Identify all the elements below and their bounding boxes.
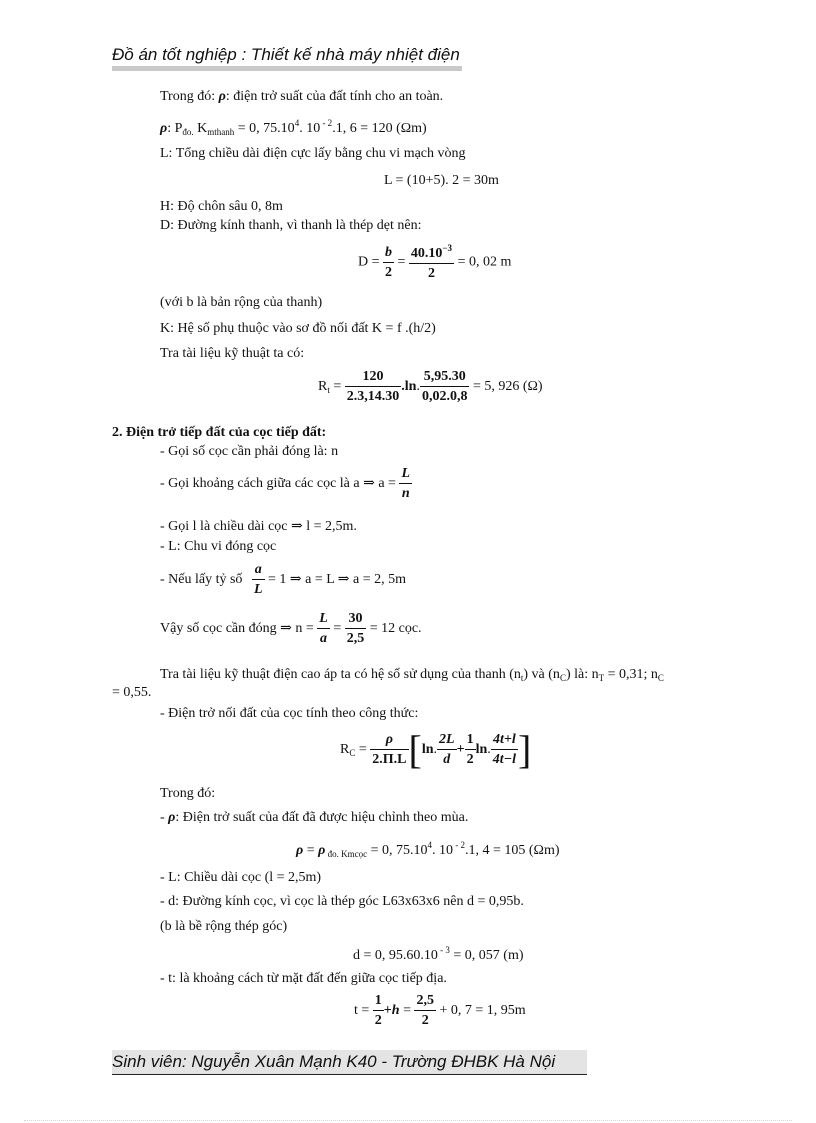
formula-ratio: - Nếu lấy tỷ số $\frac{a}{L}$ = 1 ⇒ a = L ⇒ a = 2, 5m [160, 562, 406, 597]
page-footer: Sinh viên: Nguyễn Xuân Mạnh K40 - Trường ĐHBK Hà Nội [112, 1050, 587, 1075]
formula-Rt: $R_t$ = $\frac{120}{2.3,14.30}$ .ln. $\frac{5,95.30}{0,02.0,8}$ = 5, 926 (Ω) [318, 369, 543, 404]
formula-L: L = (10+5). 2 = 30m [384, 173, 499, 188]
text-line: - Điện trở nối đất của cọc tính theo công thức: [160, 706, 419, 721]
formula-Rc: $R_C$ = $\frac{\rho}{2.\Pi.L}$ [ln. $\frac{2L}{d}$ + $\frac{1}{2}$ ln. $\frac{4t+l}{4t-l}$ ] [340, 727, 532, 772]
text-line: Tra tài liệu kỹ thuật ta có: [160, 346, 305, 361]
text-line: - L: Chu vi đóng cọc [160, 539, 277, 554]
rho-symbol: ρ [218, 89, 226, 104]
text-line: - L: Chiều dài cọc (l = 2,5m) [160, 870, 322, 885]
page-header: Đồ án tốt nghiệp : Thiết kế nhà máy nhiệt điện [112, 44, 460, 67]
text-line: D: Đường kính thanh, vì thanh là thép dẹt nên: [160, 218, 422, 233]
text-line: H: Độ chôn sâu 0, 8m [160, 199, 283, 214]
text-line: - ρ: Điện trở suất của đất đã được hiệu chỉnh theo mùa. [160, 810, 469, 825]
text-line: = 0,55. [112, 685, 152, 700]
text-line: (với b là bản rộng của thanh) [160, 295, 323, 310]
text-line: Trong đó: ρ: điện trở suất của đất tính cho an toàn. [160, 89, 444, 104]
text-line: K: Hệ số phụ thuộc vào sơ đồ nối đất K = f .(h/2) [160, 321, 436, 336]
formula-t: t = $\frac{1}{2}$ +h = $\frac{2,5}{2}$ + 0, 7 = 1, 95m [354, 993, 526, 1028]
text-line: - Gọi số cọc cần phải đóng là: n [160, 444, 339, 459]
section-heading: 2. Điện trở tiếp đất của cọc tiếp đất: [112, 425, 327, 440]
text-line: - Gọi l là chiều dài cọc ⇒ l = 2,5m. [160, 519, 357, 534]
header-shadow [112, 66, 462, 71]
formula-D: D = $\frac{b}{2}$ = $\frac{40.10^{-3}}{2}$ = 0, 02 m [358, 243, 512, 281]
text-line: Trong đó: [160, 786, 216, 801]
formula-rho: ρ: $P_{đo.}$ $K_{mthanh} = 0$, 75.10$^4$. 10 $^{- 2}$.1, 6 = 120 (Ωm) [160, 118, 427, 137]
text-line: - t: là khoảng cách từ mặt đất đến giữa cọc tiếp địa. [160, 971, 447, 986]
text-line: Tra tài liệu kỹ thuật điện cao áp ta có hệ số sử dụng của thanh $(n_t)$ và $(n_C)$ là: $n_T = 0,31$; $n_C$ [160, 667, 664, 683]
formula-d: d = 0, 95.60.10 $^{- 3}$ = 0, 057 (m) [353, 945, 524, 963]
text-line: L: Tổng chiều dài điện cực lấy bằng chu vi mạch vòng [160, 146, 466, 161]
page-bottom-divider [24, 1120, 792, 1121]
formula-n: Vậy số cọc cần đóng ⇒ n = $\frac{L}{a}$ = $\frac{30}{2,5}$ = 12 cọc. [160, 611, 422, 646]
text-line: - d: Đường kính cọc, vì cọc là thép góc L63x63x6 nên d = 0,95b. [160, 894, 524, 909]
formula-rho-c: ρ = ρ $_{đo. Kmcọc}$ = 0, 75.10$^4$. 10 $^{- 2}$.1, 4 = 105 (Ωm) [296, 840, 560, 859]
text-line: (b là bề rộng thép góc) [160, 919, 288, 934]
formula-a: - Gọi khoảng cách giữa các cọc là a ⇒ a = $\frac{L}{n}$ [160, 466, 410, 501]
